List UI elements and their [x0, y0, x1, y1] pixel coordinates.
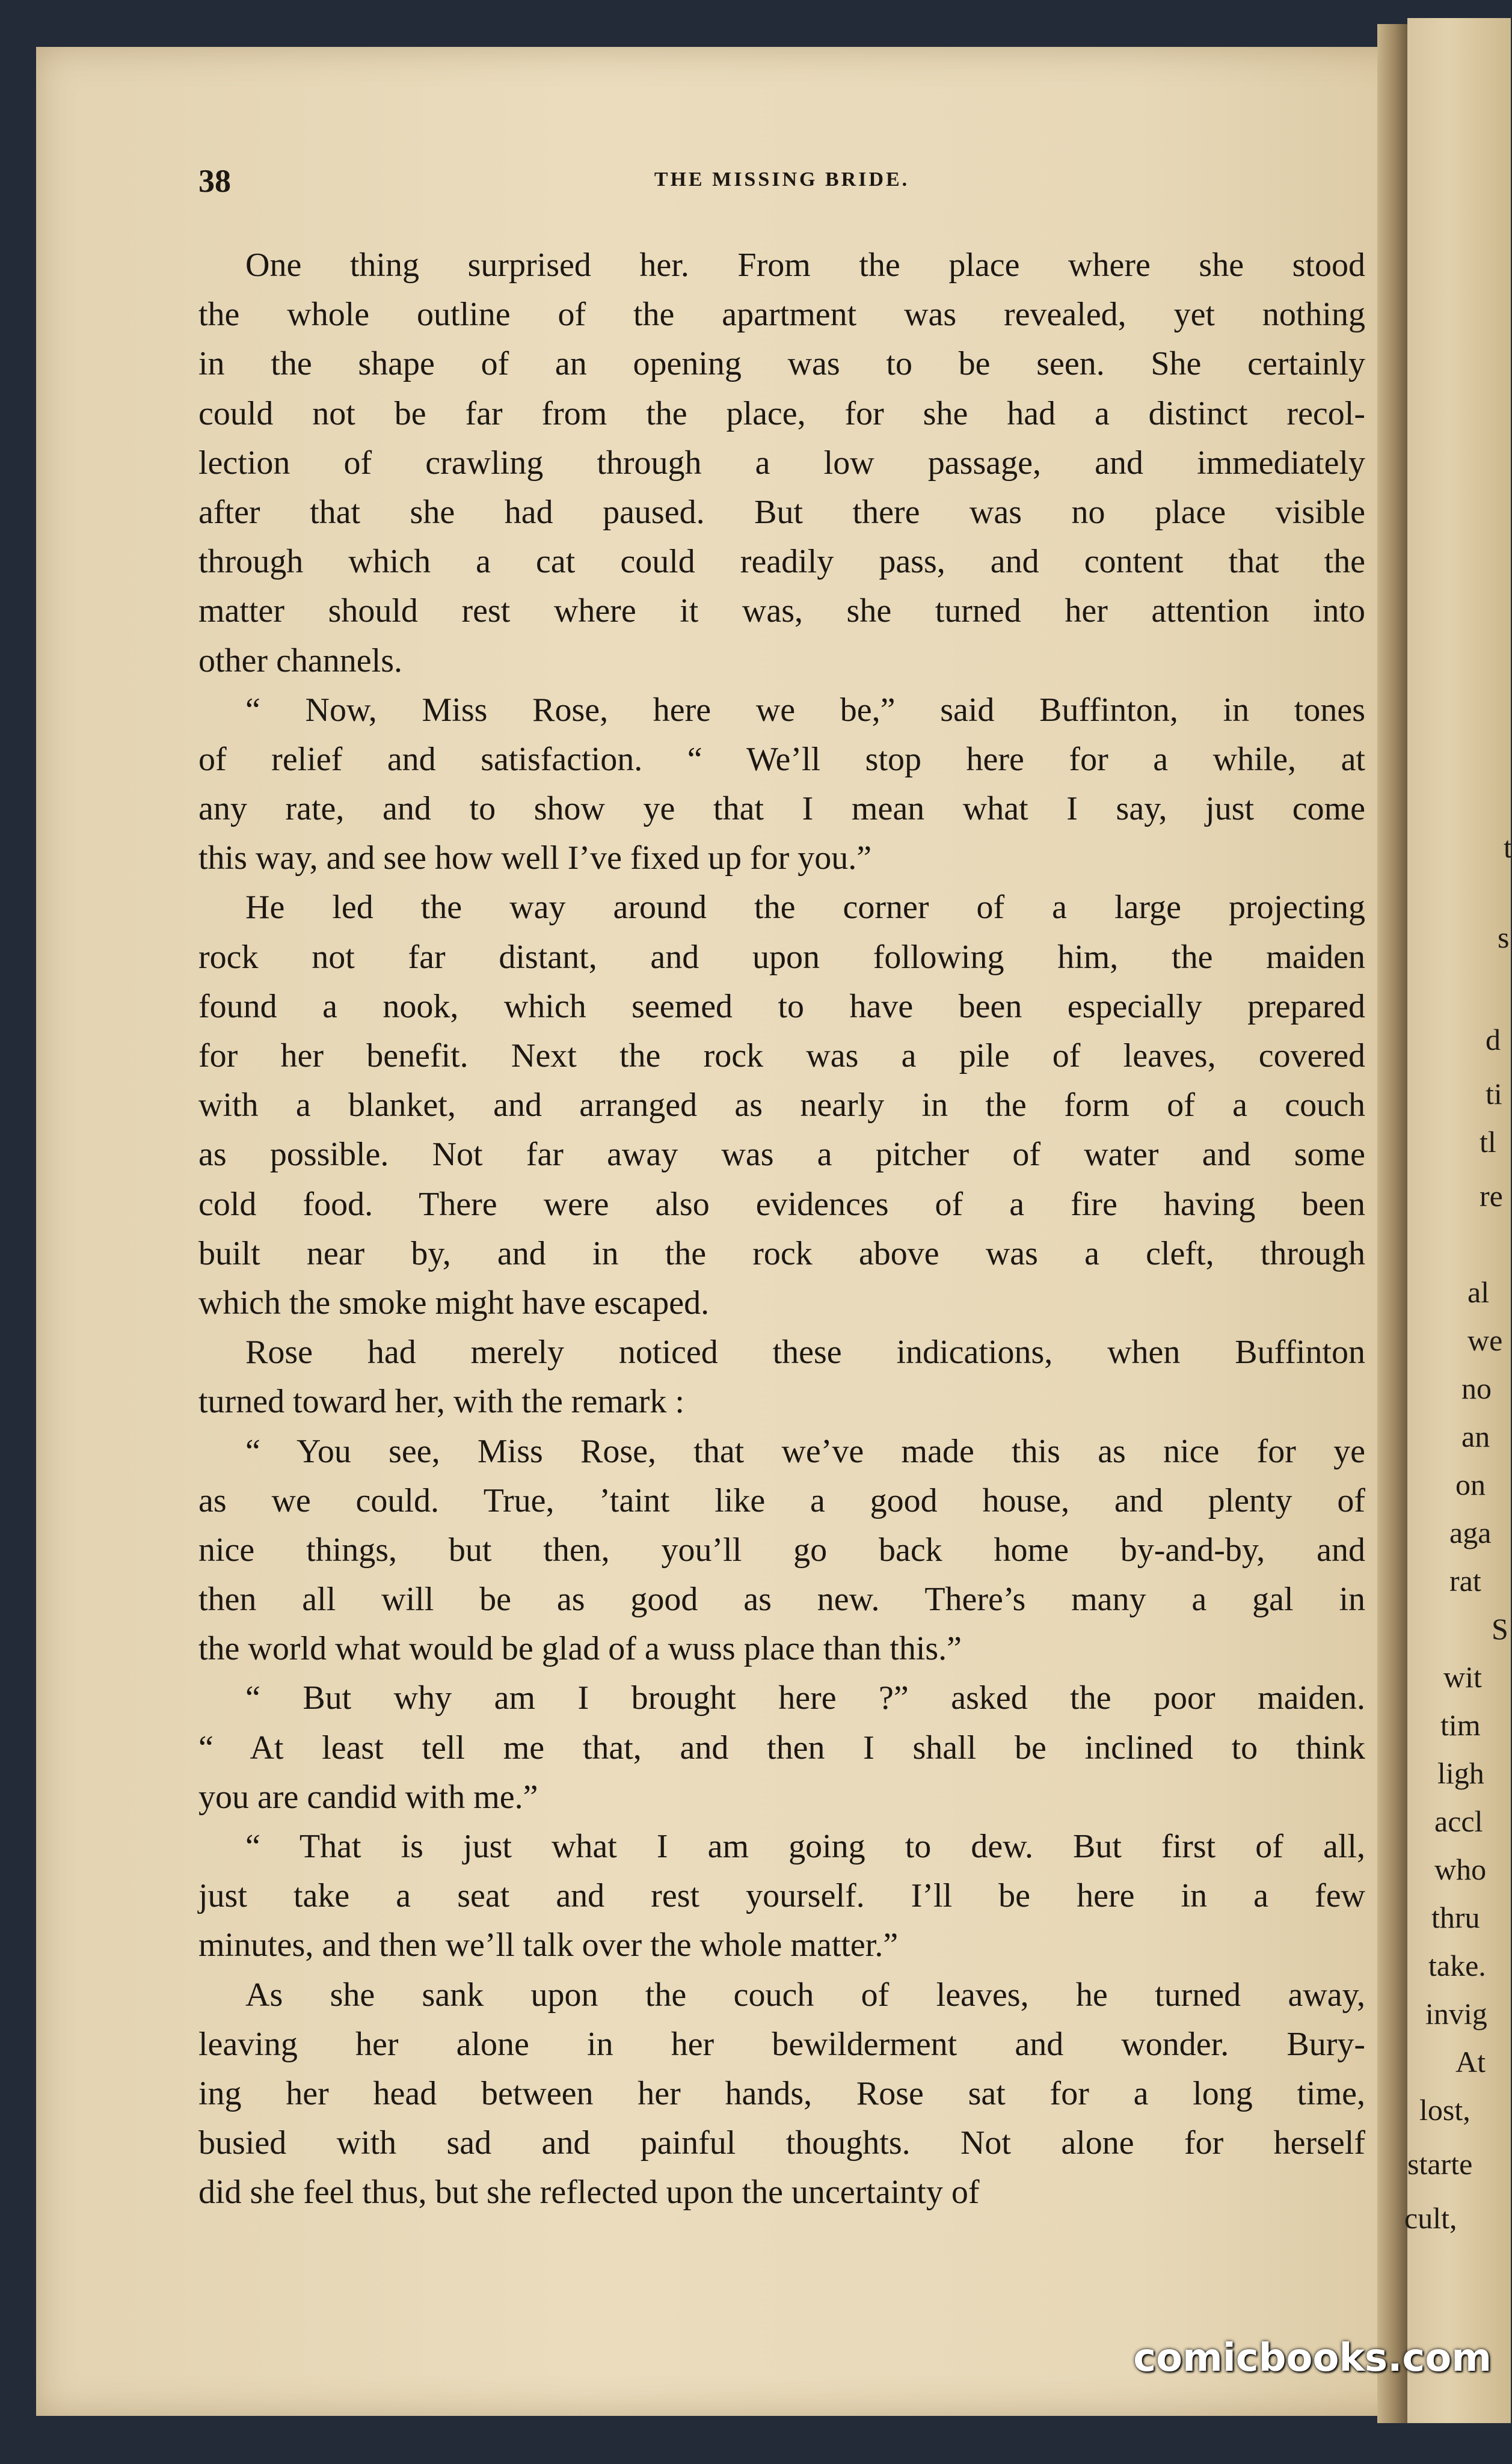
facing-page-fragment: ti: [1486, 1077, 1502, 1111]
facing-page-fragment: an: [1461, 1420, 1490, 1453]
text-line: leaving her alone in her bewilderment and wonder. Bury-: [198, 2025, 1365, 2063]
text-line: cold food. There were also evidences of a fire having been: [198, 1185, 1365, 1223]
text-line: Rose had merely noticed these indications, when Buffinton: [245, 1334, 1365, 1371]
book-gutter: [1377, 24, 1407, 2423]
facing-page-fragment: no: [1461, 1371, 1492, 1405]
facing-page-fragment: d: [1486, 1023, 1501, 1056]
text-line: could not be far from the place, for she had a distinct recol-: [198, 394, 1365, 432]
facing-page-fragment: At: [1455, 2045, 1486, 2079]
text-line: “ Now, Miss Rose, here we be,” said Buffinton, in tones: [245, 691, 1365, 729]
page-header: [198, 162, 1365, 198]
text-line: One thing surprised her. From the place where she stood: [245, 247, 1365, 284]
facing-page-fragment: S: [1492, 1612, 1508, 1646]
text-line: He led the way around the corner of a large projecting: [245, 889, 1365, 927]
text-line: “ But why am I brought here ?” asked the poor maiden.: [245, 1679, 1365, 1717]
text-line: with a blanket, and arranged as nearly in the form of a couch: [198, 1086, 1365, 1124]
text-line: busied with sad and painful thoughts. Not alone for herself: [198, 2124, 1365, 2162]
text-line: “ You see, Miss Rose, that we’ve made this as nice for ye: [245, 1432, 1365, 1470]
text-line: the world what would be glad of a wuss place than this.”: [198, 1630, 962, 1668]
facing-page-fragment: we: [1467, 1323, 1503, 1357]
facing-page-fragment: thru: [1431, 1901, 1480, 1934]
watermark: comicbooks.com: [1133, 2336, 1492, 2380]
facing-page-fragment: invig: [1425, 1997, 1487, 2030]
text-line: turned toward her, with the remark :: [198, 1383, 684, 1421]
facing-page-fragment: starte: [1407, 2147, 1473, 2181]
text-line: “ At least tell me that, and then I shall be inclined to think: [198, 1729, 1365, 1767]
facing-page-fragment: take.: [1428, 1949, 1486, 1982]
text-line: rock not far distant, and upon following him, the maiden: [198, 938, 1365, 976]
text-line: matter should rest where it was, she turned her attention into: [198, 592, 1365, 630]
facing-page-fragment: cult,: [1404, 2201, 1457, 2235]
text-line: as possible. Not far away was a pitcher of water and some: [198, 1136, 1365, 1174]
text-line: as we could. True, ’taint like a good house, and plenty of: [198, 1482, 1365, 1519]
text-line: minutes, and then we’ll talk over the whole matter.”: [198, 1926, 899, 1964]
text-line: you are candid with me.”: [198, 1778, 538, 1816]
facing-page-fragment: al: [1467, 1275, 1490, 1309]
facing-page-fragment: tim: [1440, 1708, 1481, 1742]
facing-page-fragment: lost,: [1419, 2093, 1471, 2127]
text-line: found a nook, which seemed to have been especially prepared: [198, 987, 1365, 1025]
text-line: did she feel thus, but she reflected upon the uncertainty of: [198, 2174, 980, 2211]
text-line: which the smoke might have escaped.: [198, 1284, 710, 1322]
facing-page-fragment: rat: [1449, 1564, 1481, 1598]
text-line: As she sank upon the couch of leaves, he turned away,: [245, 1976, 1365, 2014]
facing-page-fragment: wit: [1443, 1660, 1482, 1694]
running-title: THE MISSING BRIDE.: [654, 168, 910, 191]
text-line: any rate, and to show ye that I mean what I say, just come: [198, 790, 1365, 828]
text-line: in the shape of an opening was to be seen. She certainly: [198, 345, 1365, 383]
text-line: other channels.: [198, 642, 402, 679]
text-line: the whole outline of the apartment was revealed, yet nothing: [198, 296, 1365, 334]
text-line: after that she had paused. But there was no place visible: [198, 493, 1365, 531]
facing-page-fragment: s: [1498, 921, 1510, 954]
facing-page-fragment: aga: [1449, 1516, 1492, 1549]
text-line: for her benefit. Next the rock was a pile of leaves, covered: [198, 1037, 1365, 1074]
facing-page-fragment: ligh: [1437, 1756, 1484, 1790]
text-line: this way, and see how well I’ve fixed up for you.”: [198, 839, 872, 877]
text-line: just take a seat and rest yourself. I’ll be here in a few: [198, 1877, 1365, 1915]
text-line: “ That is just what I am going to dew. But first of all,: [245, 1828, 1365, 1865]
text-line: built near by, and in the rock above was a cleft, through: [198, 1234, 1365, 1272]
text-line: then all will be as good as new. There’s many a gal in: [198, 1581, 1365, 1619]
facing-page-fragment: tl: [1480, 1125, 1496, 1159]
facing-page-fragment: t: [1504, 830, 1512, 864]
text-line: nice things, but then, you’ll go back home by-and-by, and: [198, 1531, 1365, 1569]
text-line: lection of crawling through a low passage, and immediately: [198, 444, 1365, 482]
page-number: 38: [198, 163, 231, 199]
body-text: [198, 241, 1365, 2217]
text-line: through which a cat could readily pass, and content that the: [198, 543, 1365, 581]
facing-page-fragment: re: [1480, 1179, 1503, 1213]
text-line: ing her head between her hands, Rose sat for a long time,: [198, 2074, 1365, 2112]
facing-page-fragment: who: [1434, 1853, 1487, 1886]
facing-page-fragment: accl: [1434, 1804, 1483, 1838]
text-line: of relief and satisfaction. “ We’ll stop here for a while, at: [198, 740, 1365, 778]
facing-page-fragment: on: [1455, 1468, 1486, 1501]
